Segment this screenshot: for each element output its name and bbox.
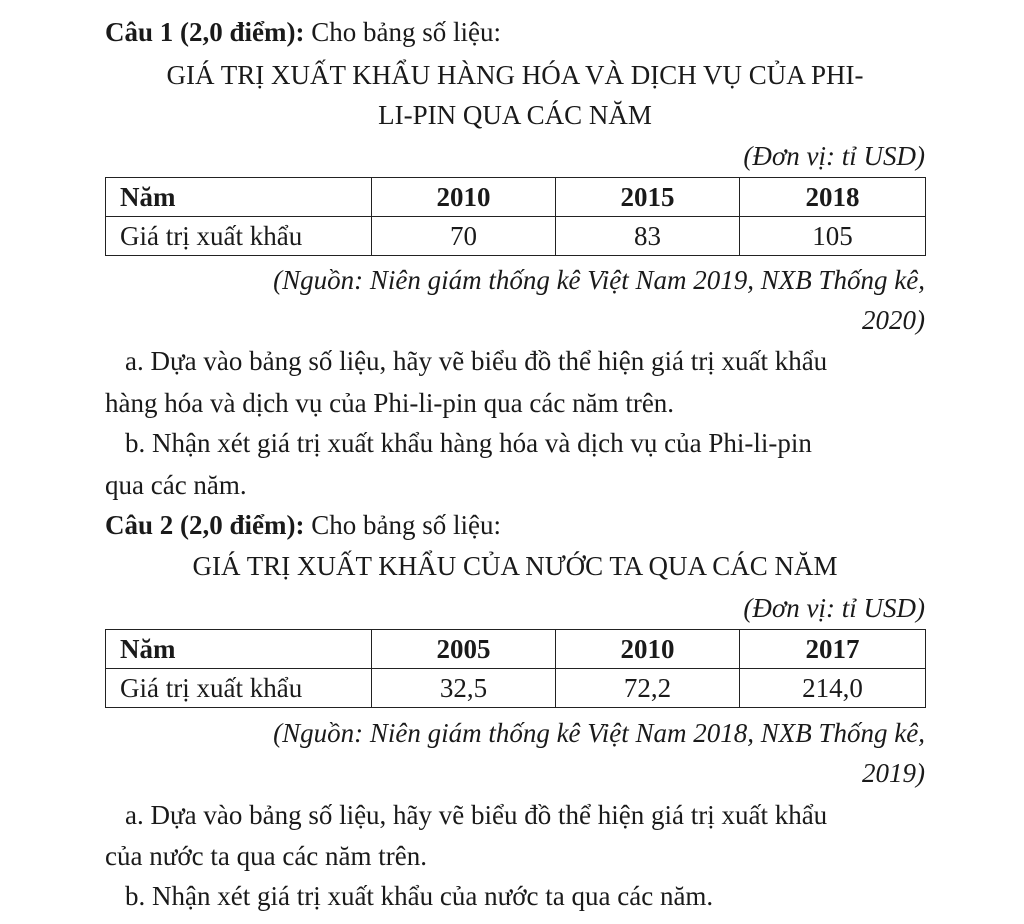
q1-part-b-line2: qua các năm. (105, 470, 247, 500)
q1-source-line2: 2020) (862, 305, 925, 335)
q1-heading (105, 16, 501, 48)
q1-part-a-line1: a. Dựa vào bảng số liệu, hãy vẽ biểu đồ thể hiện giá trị xuất khẩu (125, 346, 828, 376)
q1-table-title-line1: GIÁ TRỊ XUẤT KHẨU HÀNG HÓA VÀ DỊCH VỤ CỦA PHI- (166, 60, 864, 90)
q2-data-table (105, 629, 926, 708)
q1-header-col: 2015 (556, 178, 740, 217)
q2-part-a-line1: a. Dựa vào bảng số liệu, hãy vẽ biểu đồ thể hiện giá trị xuất khẩu (125, 800, 828, 830)
q2-table-row (106, 669, 926, 708)
q2-intro: Cho bảng số liệu: (311, 510, 501, 540)
q1-source-line1: (Nguồn: Niên giám thống kê Việt Nam 2019, NXB Thống kê, (273, 265, 925, 295)
q2-table-title: GIÁ TRỊ XUẤT KHẨU CỦA NƯỚC TA QUA CÁC NĂM (192, 551, 838, 581)
q2-part-b-line1: b. Nhận xét giá trị xuất khẩu của nước ta qua các năm. (125, 881, 714, 911)
q2-table-header-row (106, 630, 926, 669)
q2-header-year: Năm (106, 630, 372, 669)
q1-row-label: Giá trị xuất khẩu (106, 217, 372, 256)
q1-table-header-row (106, 178, 926, 217)
q2-unit: (Đơn vị: tỉ USD) (743, 593, 925, 623)
q2-header-col: 2010 (556, 630, 740, 669)
q1-cell-value: 70 (372, 217, 556, 256)
q1-unit: (Đơn vị: tỉ USD) (743, 141, 925, 171)
q2-cell-value: 72,2 (556, 669, 740, 708)
q1-label: Câu 1 (2,0 điểm): (105, 17, 305, 47)
q2-cell-value: 32,5 (372, 669, 556, 708)
q1-header-col: 2018 (740, 178, 926, 217)
q2-row-label: Giá trị xuất khẩu (106, 669, 372, 708)
q2-part-a-line2: của nước ta qua các năm trên. (105, 841, 427, 871)
q1-table-title-line2: LI-PIN QUA CÁC NĂM (378, 100, 652, 130)
q1-intro: Cho bảng số liệu: (311, 17, 501, 47)
q1-header-col: 2010 (372, 178, 556, 217)
q1-table-row (106, 217, 926, 256)
q1-cell-value: 105 (740, 217, 926, 256)
q1-part-a-line2: hàng hóa và dịch vụ của Phi-li-pin qua các năm trên. (105, 388, 675, 418)
q2-heading (105, 509, 501, 541)
q1-header-year: Năm (106, 178, 372, 217)
q1-data-table (105, 177, 926, 256)
q2-cell-value: 214,0 (740, 669, 926, 708)
q1-part-b-line1: b. Nhận xét giá trị xuất khẩu hàng hóa và dịch vụ của Phi-li-pin (125, 428, 812, 458)
q2-header-col: 2005 (372, 630, 556, 669)
q2-label: Câu 2 (2,0 điểm): (105, 510, 305, 540)
q2-source-line2: 2019) (862, 758, 925, 788)
q2-header-col: 2017 (740, 630, 926, 669)
q2-source-line1: (Nguồn: Niên giám thống kê Việt Nam 2018, NXB Thống kê, (273, 718, 925, 748)
q1-cell-value: 83 (556, 217, 740, 256)
